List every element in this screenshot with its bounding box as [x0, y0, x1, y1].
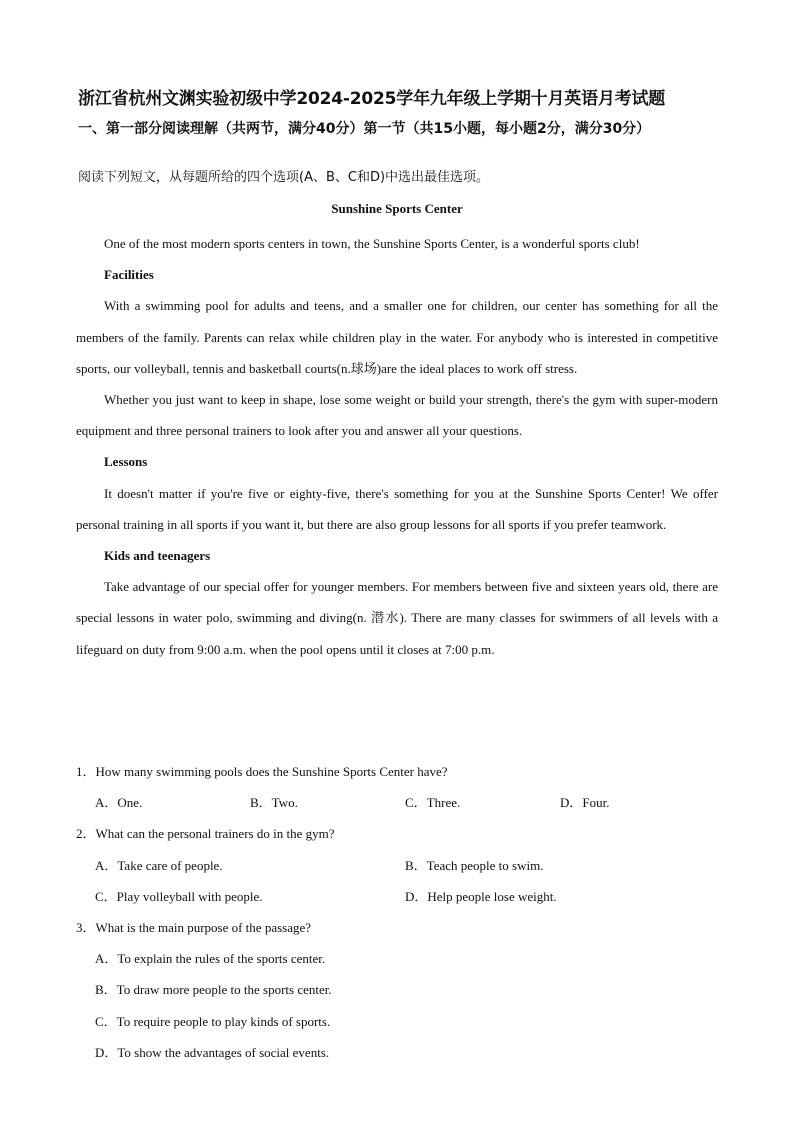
question-1-option-b[interactable]: B．Two.: [250, 795, 298, 811]
question-3-stem: 3．What is the main purpose of the passage?: [76, 920, 312, 936]
question-1-stem: 1．How many swimming pools does the Sunshine Sports Center have?: [76, 764, 448, 779]
question-2-option-d[interactable]: D．Help people lose weight.: [405, 888, 557, 904]
instructions: 阅读下列短文，从每题所给的四个选项(A、B、C和D)中选出最佳选项。: [78, 170, 490, 185]
question-2-options-row-1: [76, 850, 718, 881]
question-2-option-c[interactable]: C．Play volleyball with people.: [95, 888, 263, 904]
section-heading: 一、第一部分阅读理解（共两节，满分40分）第一节（共15小题，每小题2分，满分30分）: [78, 121, 651, 137]
question-1-options: [76, 787, 718, 818]
passage-title: Sunshine Sports Center: [331, 201, 463, 216]
question-2-stem: 2．What can the personal trainers do in the gym?: [76, 826, 335, 842]
question-3-option-b[interactable]: B．To draw more people to the sports center.: [95, 982, 332, 998]
passage-body: [76, 228, 718, 665]
question-3-option-d[interactable]: D．To show the advantages of social events.: [95, 1044, 330, 1060]
question-1-option-c[interactable]: C．Three.: [405, 795, 461, 811]
question-3-option-c[interactable]: C．To require people to play kinds of sports.: [95, 1013, 331, 1029]
kids-heading: Kids and teenagers: [104, 548, 211, 564]
exam-title: 浙江省杭州文渊实验初级中学2024-2025学年九年级上学期十月英语月考试题: [78, 89, 666, 109]
kids-paragraph: Take advantage of our special offer for younger members. For members between five and sixteen years old, there are special lessons in water polo, swimming and diving(n. 潜水). There are many classes for swimmers of all levels with a lifeguard on duty from 9:00 a.m. when the pool opens until it closes at 7:00 p.m.: [76, 579, 718, 657]
facilities-paragraph-2: Whether you just want to keep in shape, lose some weight or build your strength, there's the gym with super-modern equipment and three personal trainers to look after you and answer all your questions.: [76, 392, 718, 439]
question-1-option-a[interactable]: A．One.: [95, 795, 143, 811]
lessons-heading: Lessons: [104, 454, 148, 470]
question-1-option-d[interactable]: D．Four.: [560, 795, 610, 811]
questions: [76, 756, 718, 1068]
passage-intro: One of the most modern sports centers in town, the Sunshine Sports Center, is a wonderful sports club!: [104, 236, 640, 251]
question-2-option-a[interactable]: A．Take care of people.: [95, 857, 223, 873]
facilities-heading: Facilities: [104, 267, 154, 283]
question-2-options-row-2: [76, 881, 718, 912]
lessons-paragraph: It doesn't matter if you're five or eighty-five, there's something for you at the Sunshine Sports Center! We offer personal training in all sports if you want it, but there are also group lessons for all sports if you prefer teamwork.: [76, 485, 718, 532]
facilities-paragraph-1: With a swimming pool for adults and teens, and a smaller one for children, our center has something for all the members of the family. Parents can relax while children play in the water. For anybody who is interested in competitive sports, our volleyball, tennis and basketball courts(n.球场)are the ideal places to work off stress.: [76, 298, 718, 376]
question-3-option-a[interactable]: A．To explain the rules of the sports center.: [95, 951, 326, 967]
question-2-option-b[interactable]: B．Teach people to swim.: [405, 857, 544, 873]
